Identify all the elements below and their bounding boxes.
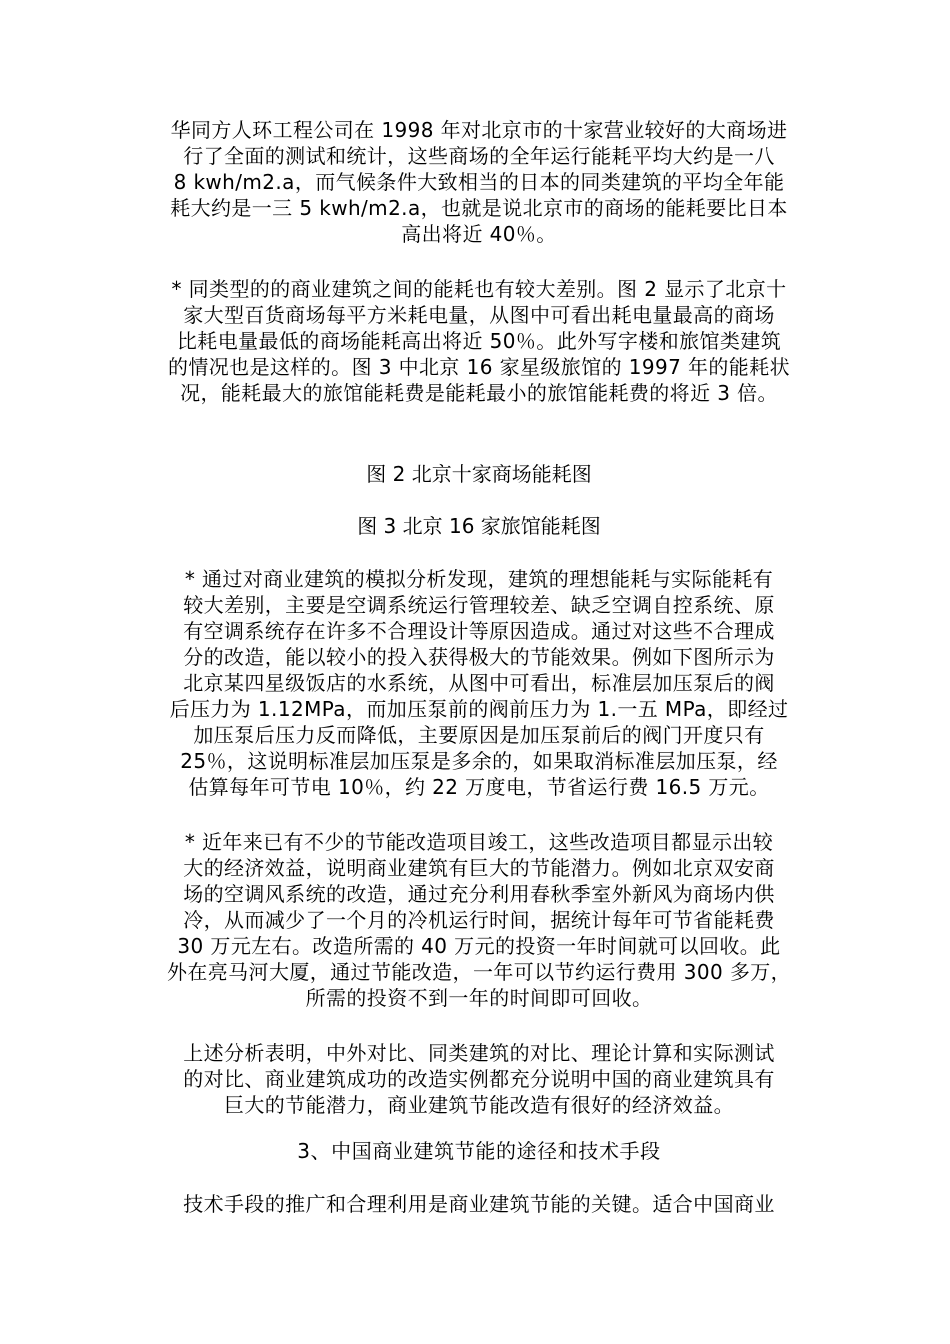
text-line: 冷，从而减少了一个月的冷机运行时间，据统计每年可节省能耗费 xyxy=(183,908,775,932)
text-line: 技术手段的推广和合理利用是商业建筑节能的关键。适合中国商业 xyxy=(183,1192,775,1216)
text-line: 的情况也是这样的。图 3 中北京 16 家星级旅馆的 1997 年的能耗状 xyxy=(167,355,791,379)
text-line: 场的空调风系统的改造，通过充分利用春秋季室外新风为商场内供 xyxy=(183,882,775,906)
text-line: 家大型百货商场每平方米耗电量，从图中可看出耗电量最高的商场 xyxy=(183,303,775,327)
text-line: 华同方人环工程公司在 1998 年对北京市的十家营业较好的大商场进 xyxy=(170,118,788,142)
text-line: 大的经济效益，说明商业建筑有巨大的节能潜力。例如北京双安商 xyxy=(183,856,775,880)
text-line: 外在亮马河大厦，通过节能改造，一年可以节约运行费用 300 多万， xyxy=(166,960,792,984)
text-line: 北京某四星级饭店的水系统，从图中可看出，标准层加压泵后的阀 xyxy=(183,671,775,695)
paragraph-technical-means xyxy=(145,1191,813,1217)
text-line: * 通过对商业建筑的模拟分析发现，建筑的理想能耗与实际能耗有 xyxy=(184,567,774,591)
section-heading: 3、中国商业建筑节能的途径和技术手段 xyxy=(297,1139,661,1163)
text-line: 较大差别，主要是空调系统运行管理较差、缺乏空调自控系统、原 xyxy=(183,593,775,617)
paragraph-beijing-vs-japan xyxy=(145,117,813,247)
text-line: 的对比、商业建筑成功的改造实例都充分说明中国的商业建筑具有 xyxy=(183,1067,775,1091)
text-line: 25％，这说明标准层加压泵是多余的，如果取消标准层加压泵，经 xyxy=(180,749,778,773)
text-line: 后压力为 1.12MPa，而加压泵前的阀前压力为 1.一五 MPa，即经过 xyxy=(169,697,789,721)
text-line: 巨大的节能潜力，商业建筑节能改造有很好的经济效益。 xyxy=(224,1093,734,1117)
text-line: 估算每年可节电 10％，约 22 万度电，节省运行费 16.5 万元。 xyxy=(188,775,770,799)
text-line: 加压泵后压力反而降低，主要原因是加压泵前后的阀门开度只有 xyxy=(193,723,765,747)
paragraph-analysis-summary xyxy=(145,1040,813,1118)
figure-3-caption: 图 3 北京 16 家旅馆能耗图 xyxy=(357,514,601,538)
text-line: * 同类型的的商业建筑之间的能耗也有较大差别。图 2 显示了北京十 xyxy=(171,277,787,301)
text-line: 30 万元左右。改造所需的 40 万元的投资一年时间就可以回收。此 xyxy=(177,934,781,958)
paragraph-retrofit-projects xyxy=(145,829,813,1011)
text-line: 8 kwh/m2.a，而气候条件大致相当的日本的同类建筑的平均全年能 xyxy=(173,170,785,194)
paragraph-simulation-analysis xyxy=(145,566,813,800)
text-line: 行了全面的测试和统计，这些商场的全年运行能耗平均大约是一八 xyxy=(183,144,775,168)
text-line: * 近年来已有不少的节能改造项目竣工，这些改造项目都显示出较 xyxy=(184,830,774,854)
text-line: 分的改造，能以较小的投入获得极大的节能效果。例如下图所示为 xyxy=(183,645,775,669)
text-line: 耗大约是一三 5 kwh/m2.a，也就是说北京市的商场的能耗要比日本 xyxy=(170,196,788,220)
text-line: 上述分析表明，中外对比、同类建筑的对比、理论计算和实际测试 xyxy=(183,1041,775,1065)
figure-2-caption: 图 2 北京十家商场能耗图 xyxy=(366,462,592,486)
text-line: 况，能耗最大的旅馆能耗费是能耗最小的旅馆能耗费的将近 3 倍。 xyxy=(180,381,778,405)
text-line: 比耗电量最低的商场能耗高出将近 50％。此外写字楼和旅馆类建筑 xyxy=(176,329,782,353)
text-line: 有空调系统存在许多不合理设计等原因造成。通过对这些不合理成 xyxy=(183,619,775,643)
text-line: 所需的投资不到一年的时间即可回收。 xyxy=(305,986,653,1010)
text-line: 高出将近 40％。 xyxy=(401,222,557,246)
paragraph-same-type-buildings xyxy=(145,276,813,406)
